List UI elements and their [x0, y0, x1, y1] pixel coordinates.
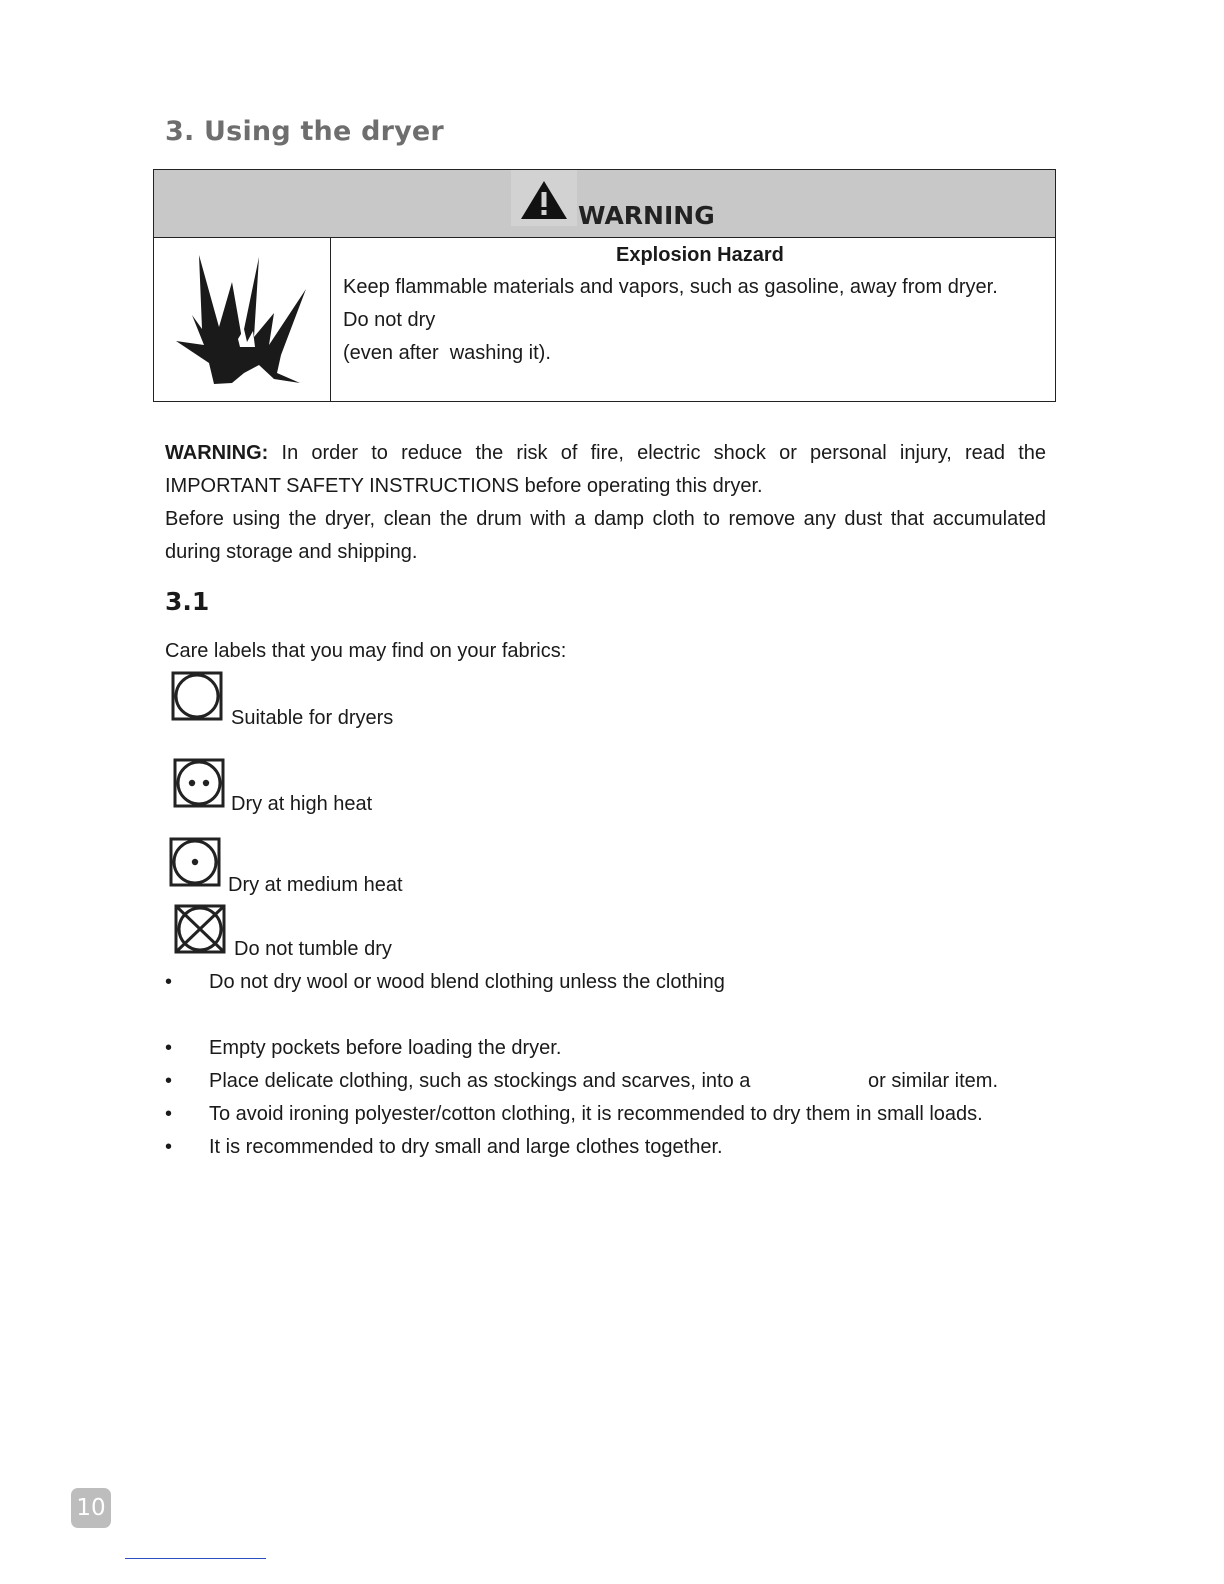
bullet-item: It is recommended to dry small and large clothes together. [209, 1136, 723, 1158]
subsection-heading: 3.1 [165, 587, 210, 616]
clean-paragraph-line1: Before using the dryer, clean the drum with a damp cloth to remove any dust that accumulated [165, 508, 1046, 530]
bullet-icon: • [165, 1037, 173, 1059]
care-label-medium-heat: Dry at medium heat [228, 874, 403, 896]
care-label-do-not-tumble: Do not tumble dry [234, 938, 392, 960]
section-title: 3. Using the dryer [165, 116, 444, 147]
warning-triangle-icon [511, 170, 577, 226]
bullet-icon: • [165, 1136, 173, 1158]
bullet-icon: • [165, 1103, 173, 1125]
bullet-item: Do not dry wool or wood blend clothing unless the clothing [209, 971, 725, 993]
bullet-item: Empty pockets before loading the dryer. [209, 1037, 562, 1059]
do-not-tumble-dry-icon [174, 904, 226, 959]
warning-box [153, 169, 1056, 402]
tumble-dry-icon [171, 671, 223, 726]
tumble-dry-medium-heat-icon [169, 837, 221, 892]
care-label-high-heat: Dry at high heat [231, 793, 373, 815]
hazard-line: Do not dry [343, 309, 436, 331]
warning-paragraph-line2: IMPORTANT SAFETY INSTRUCTIONS before operating this dryer. [165, 475, 763, 497]
bullet-icon: • [165, 971, 173, 993]
warning-label: WARNING: [165, 442, 269, 464]
page-number: 10 [71, 1488, 111, 1528]
hazard-line: (even after washing it). [343, 342, 551, 364]
warning-header [154, 170, 1055, 238]
bullet-icon: • [165, 1070, 173, 1092]
bullet-item-tail: or similar item. [868, 1070, 999, 1092]
hazard-line: Keep flammable materials and vapors, such as gasoline, away from dryer. [343, 276, 998, 298]
bullet-item: Place delicate clothing, such as stockings and scarves, into a [209, 1070, 751, 1092]
clean-paragraph-line2: during storage and shipping. [165, 541, 418, 563]
care-label-suitable: Suitable for dryers [231, 707, 394, 729]
footer-link-underline [125, 1558, 266, 1559]
hazard-title: Explosion Hazard [616, 244, 784, 266]
explosion-icon [154, 237, 331, 401]
tumble-dry-high-heat-icon [173, 758, 225, 813]
bullet-item: To avoid ironing polyester/cotton clothing, it is recommended to dry them in small loads. [209, 1103, 983, 1125]
care-intro: Care labels that you may find on your fabrics: [165, 640, 567, 662]
warning-paragraph-line1: WARNING: In order to reduce the risk of fire, electric shock or personal injury, read the [165, 442, 1046, 464]
warning-title: WARNING [578, 201, 715, 230]
